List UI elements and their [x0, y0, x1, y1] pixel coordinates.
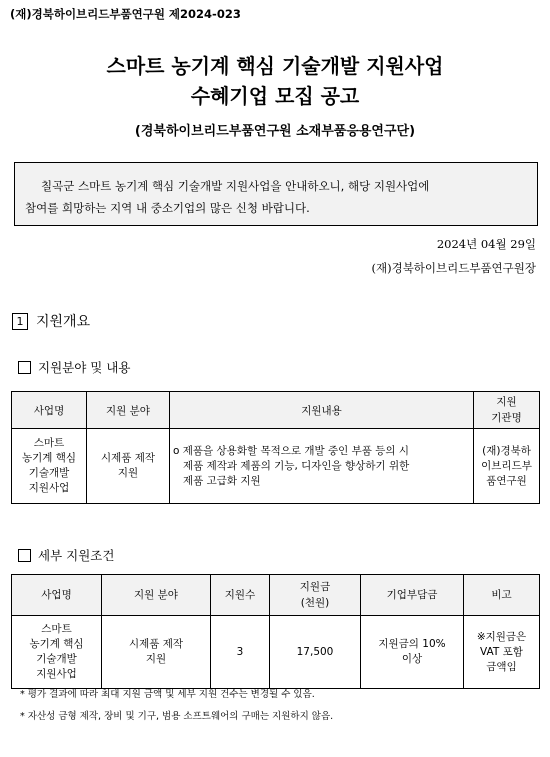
- column-header: 사업명: [12, 392, 87, 429]
- page-title-line1: 스마트 농기계 핵심 기술개발 지원사업: [106, 54, 444, 78]
- announcement-date: 2024년 04월 29일: [436, 237, 536, 251]
- column-header: 지원수: [211, 575, 270, 616]
- column-header: 지원내용: [170, 392, 474, 429]
- support-overview-table: [11, 391, 540, 504]
- support-field-cell: 시제품 제작 지원: [87, 429, 170, 504]
- table-header-row: [12, 575, 540, 616]
- subsection-heading-2: [18, 546, 114, 564]
- column-header: 기업부담금: [361, 575, 464, 616]
- table-row: [12, 616, 540, 689]
- subsection-title: 지원분야 및 내용: [38, 360, 131, 375]
- column-header: 지원 기관명: [474, 392, 540, 429]
- support-amount-cell: 17,500: [270, 616, 361, 689]
- project-name-cell: 스마트 농기계 핵심 기술개발 지원사업: [12, 616, 102, 689]
- column-header: 지원 분야: [87, 392, 170, 429]
- project-name-cell: 스마트 농기계 핵심 기술개발 지원사업: [12, 429, 87, 504]
- column-header: 사업명: [12, 575, 102, 616]
- page-title-line2: 수혜기업 모집 공고: [190, 84, 360, 108]
- subsection-title: 세부 지원조건: [38, 548, 115, 563]
- column-header: 지원금 (천원): [270, 575, 361, 616]
- table-header-row: [12, 392, 540, 429]
- notice-line1: 칠곡군 스마트 농기계 핵심 기술개발 지원사업을 안내하오니, 해당 지원사업에: [41, 179, 430, 193]
- support-count-cell: 3: [211, 616, 270, 689]
- remark-cell: ※지원금은 VAT 포함 금액임: [464, 616, 540, 689]
- notice-line2: 참여를 희망하는 지역 내 중소기업의 많은 신청 바랍니다.: [25, 201, 310, 215]
- support-content-cell: o 제품을 상용화할 목적으로 개발 중인 부품 등의 시 제품 제작과 제품의 기능, 디자인을 향상하기 위한 제품 고급화 지원: [170, 429, 474, 504]
- column-header: 비고: [464, 575, 540, 616]
- section-number: 1: [12, 313, 28, 330]
- support-conditions-table: [11, 574, 540, 689]
- footnote: * 평가 결과에 따라 최대 지원 금액 및 세부 지원 건수는 변경될 수 있음.: [20, 689, 315, 700]
- square-bullet-icon: [18, 549, 31, 562]
- page-subtitle: (경북하이브리드부품연구원 소재부품응용연구단): [134, 124, 416, 139]
- section-heading: [12, 311, 90, 331]
- square-bullet-icon: [18, 361, 31, 374]
- agency-cell: (재)경북하 이브리드부 품연구원: [474, 429, 540, 504]
- support-field-cell: 시제품 제작 지원: [102, 616, 211, 689]
- company-burden-cell: 지원금의 10% 이상: [361, 616, 464, 689]
- issuer-name: (재)경북하이브리드부품연구원장: [371, 261, 536, 275]
- footnote: * 자산성 금형 제작, 장비 및 기구, 범용 소프트웨어의 구매는 지원하지 않음.: [20, 711, 334, 722]
- section-title: 지원개요: [36, 314, 91, 330]
- column-header: 지원 분야: [102, 575, 211, 616]
- notice-box: [14, 162, 538, 226]
- document-number: (재)경북하이브리드부품연구원 제2024-023: [10, 7, 241, 21]
- table-row: [12, 429, 540, 504]
- subsection-heading-1: [18, 358, 130, 376]
